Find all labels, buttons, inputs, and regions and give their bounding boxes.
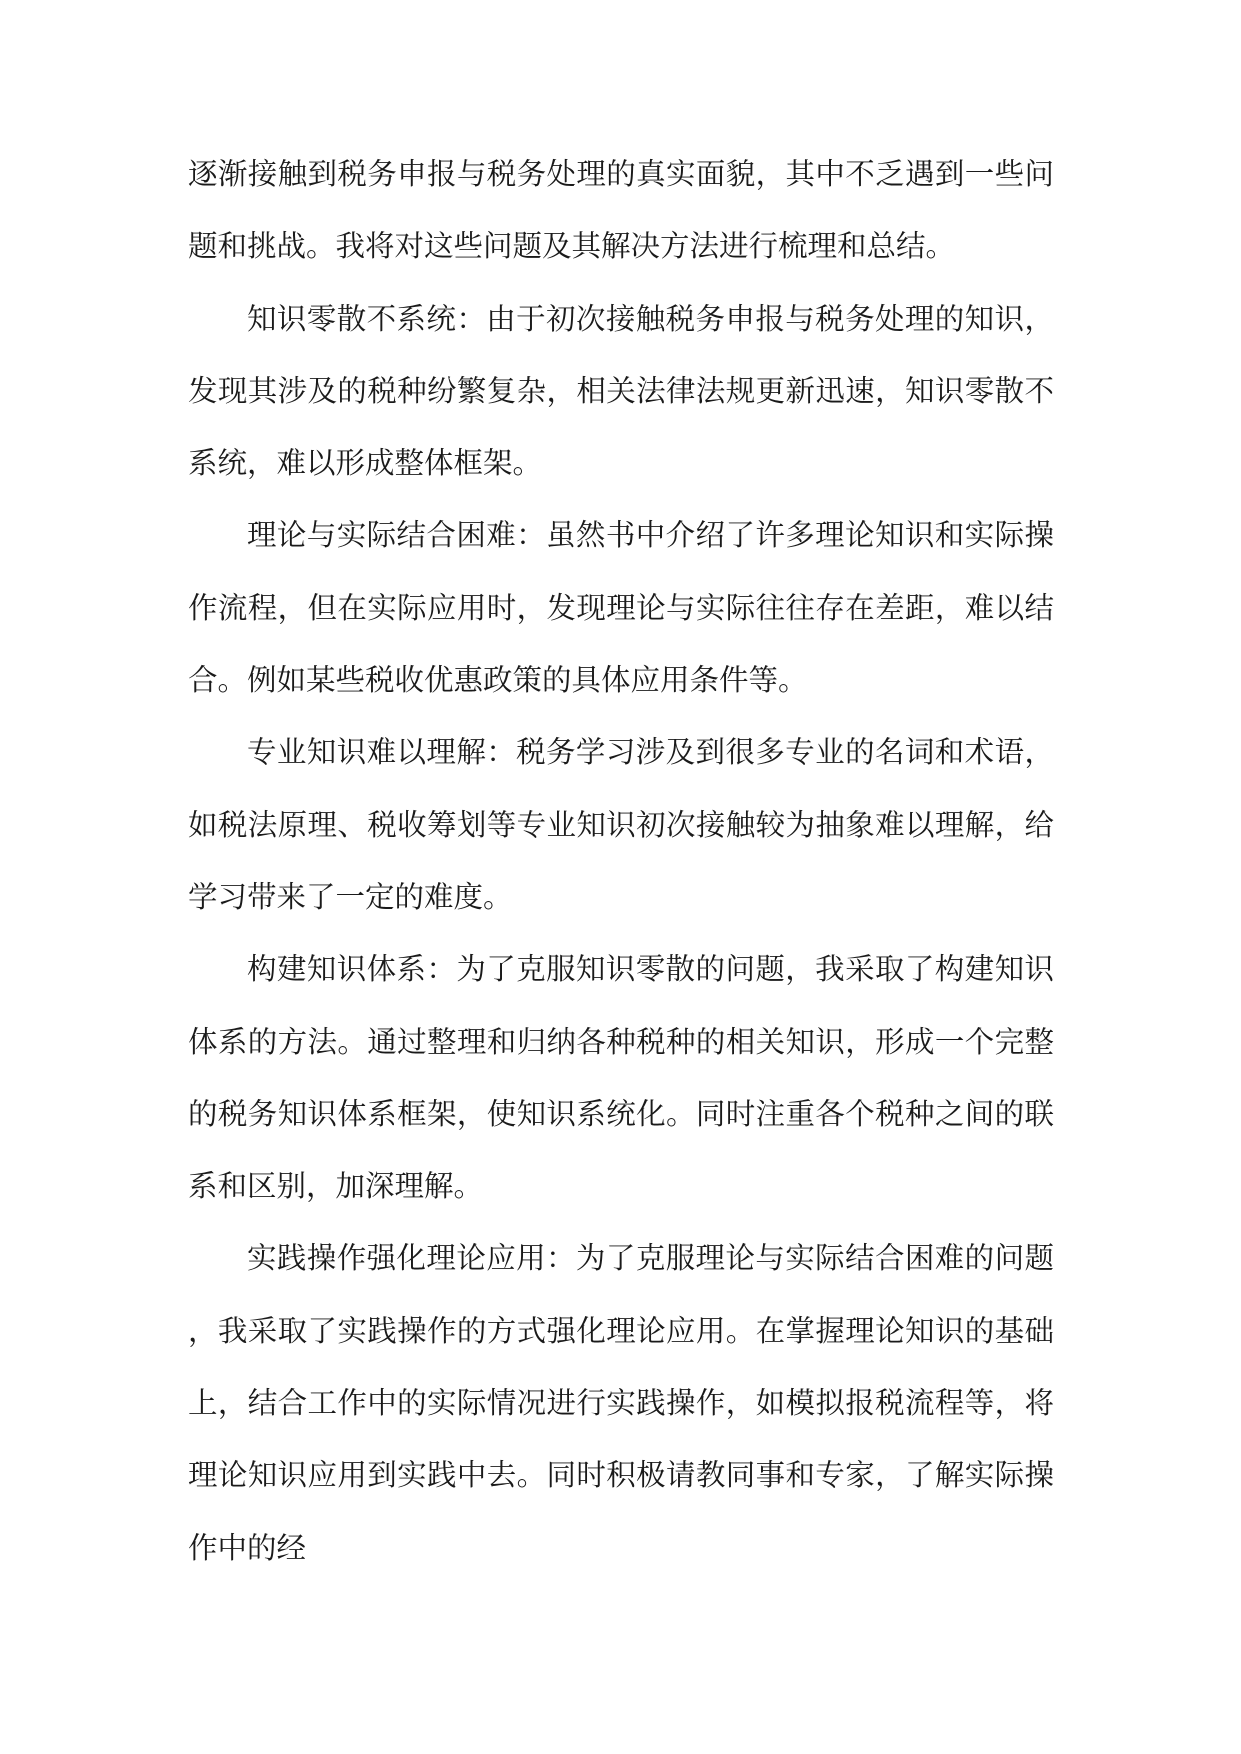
paragraph-intro-continuation: 逐渐接触到税务申报与税务处理的真实面貌，其中不乏遇到一些问题和挑战。我将对这些问题及其解决方法进行梳理和总结。 <box>188 157 1054 264</box>
document-body <box>188 138 1054 1584</box>
paragraph-knowledge-system: 构建知识体系：为了克服知识零散的问题，我采取了构建知识体系的方法。通过整理和归纳各种税种的相关知识，形成一个完整的税务知识体系框架，使知识系统化。同时注重各个税种之间的联系和区别，加深理解。 <box>188 952 1054 1204</box>
paragraph-practice: 实践操作强化理论应用：为了克服理论与实际结合困难的问题，我采取了实践操作的方式强化理论应用。在掌握理论知识的基础上，结合工作中的实际情况进行实践操作，如模拟报税流程等，将理论知识应用到实践中去。同时积极请教同事和专家，了解实际操作中的经 <box>188 1241 1054 1565</box>
paragraph-fragmented-knowledge: 知识零散不系统：由于初次接触税务申报与税务处理的知识，发现其涉及的税种纷繁复杂，相关法律法规更新迅速，知识零散不系统，难以形成整体框架。 <box>188 301 1054 481</box>
paragraph-theory-practice: 理论与实际结合困难：虽然书中介绍了许多理论知识和实际操作流程，但在实际应用时，发现理论与实际往往存在差距，难以结合。例如某些税收优惠政策的具体应用条件等。 <box>188 518 1054 698</box>
paragraph-professional-knowledge: 专业知识难以理解：税务学习涉及到很多专业的名词和术语，如税法原理、税收筹划等专业知识初次接触较为抽象难以理解，给学习带来了一定的难度。 <box>188 735 1054 914</box>
